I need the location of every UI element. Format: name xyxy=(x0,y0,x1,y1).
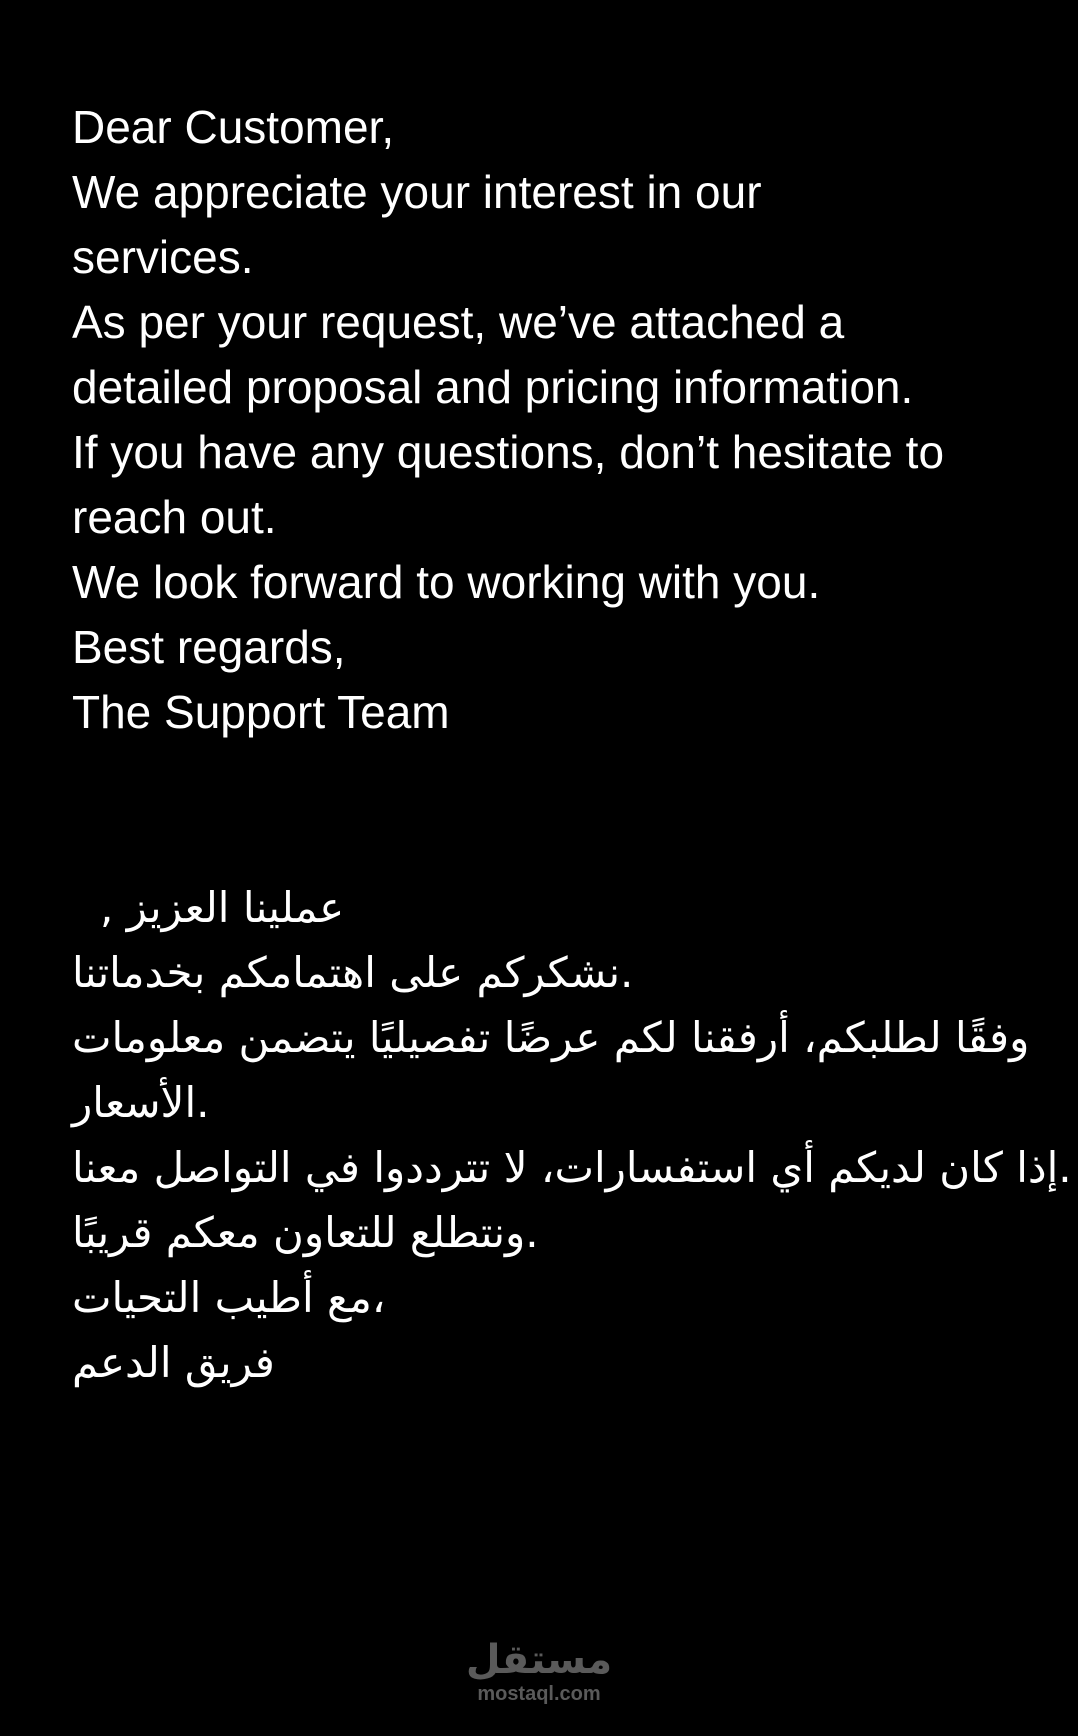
mostaql-watermark xyxy=(0,1638,1078,1706)
watermark-url: mostaql.com xyxy=(477,1683,601,1705)
letter-line-ar: نشكركم على اهتمامكم بخدماتنا. xyxy=(72,948,634,997)
letter-line-en: detailed proposal and pricing information. xyxy=(72,361,914,413)
signature-ar: فريق الدعم xyxy=(72,1338,275,1387)
letter-line-en: services. xyxy=(72,231,254,283)
closing-en: Best regards, xyxy=(72,621,346,673)
letter-line-ar: الأسعار. xyxy=(72,1078,210,1127)
closing-ar: مع أطيب التحيات، xyxy=(72,1273,386,1322)
arabic-letter xyxy=(72,875,1072,1395)
letter-line-en: If you have any questions, don’t hesitate to xyxy=(72,426,945,478)
letter-line-ar: ونتطلع للتعاون معكم قريبًا. xyxy=(72,1208,539,1257)
english-letter xyxy=(72,95,1032,745)
letter-line-en: As per your request, we’ve attached a xyxy=(72,296,845,348)
greeting-ar: , عملينا العزيز xyxy=(100,883,345,932)
signature-en: The Support Team xyxy=(72,686,450,738)
mostaql-logo: مستقل xyxy=(465,1637,613,1683)
letter-line-en: We look forward to working with you. xyxy=(72,556,821,608)
letter-line-ar: إذا كان لديكم أي استفسارات، لا تترددوا في التواصل معنا. xyxy=(72,1143,1072,1192)
letter-line-en: We appreciate your interest in our xyxy=(72,166,762,218)
letter-line-en: reach out. xyxy=(72,491,277,543)
letter-line-ar: وفقًا لطلبكم، أرفقنا لكم عرضًا تفصيليًا يتضمن معلومات xyxy=(72,1013,1030,1062)
greeting-en: Dear Customer, xyxy=(72,101,395,153)
